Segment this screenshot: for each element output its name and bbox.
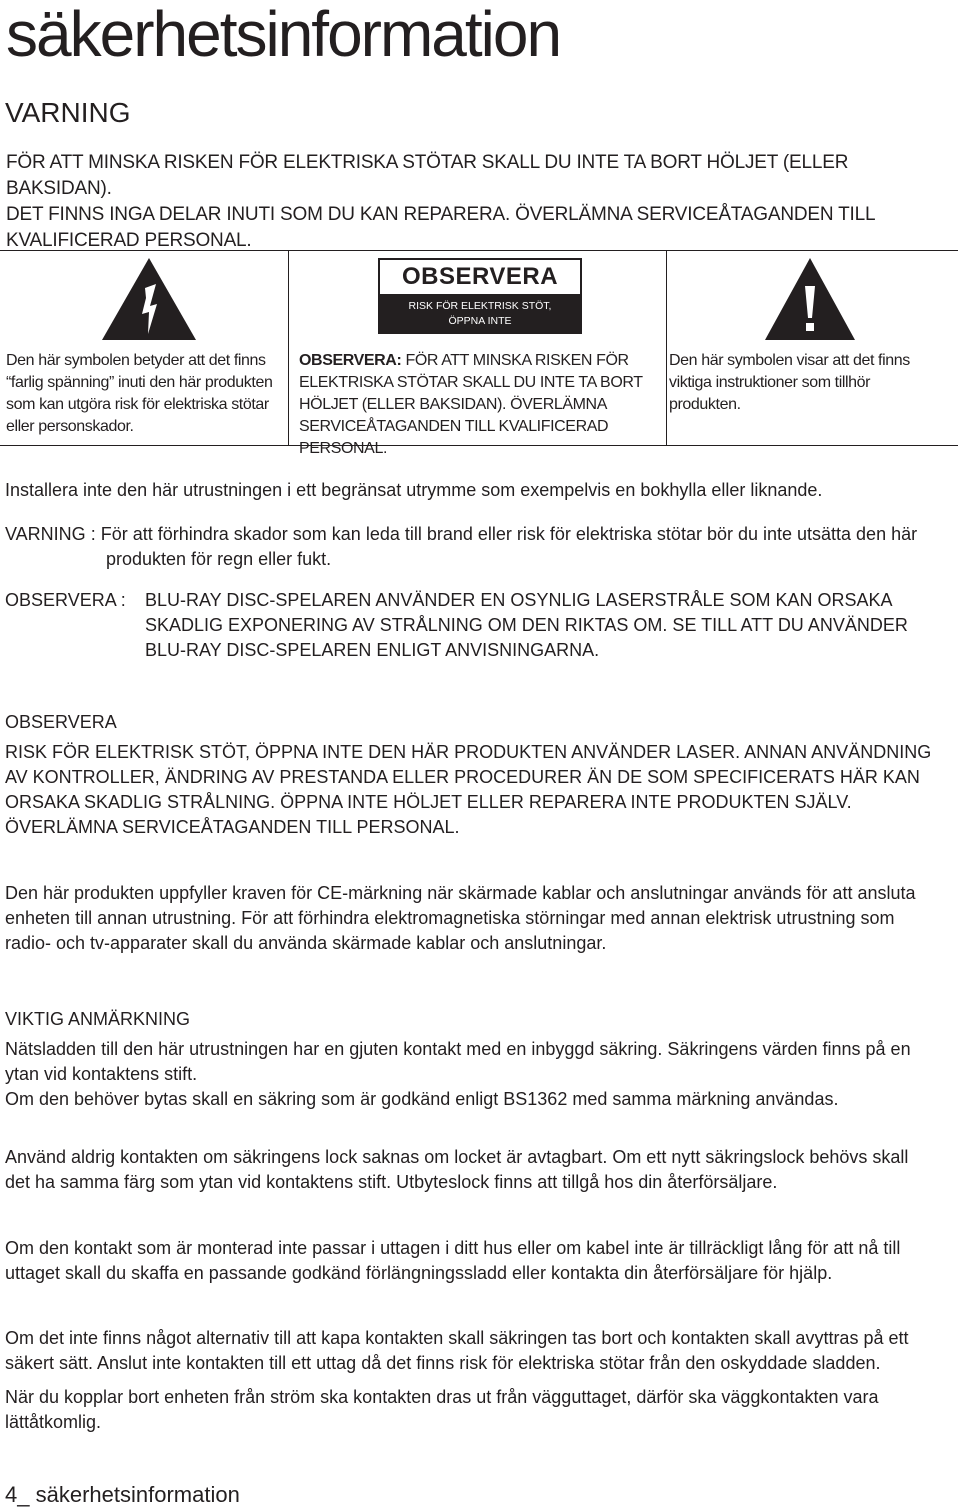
important-line: När du kopplar bort enheten från ström ska kontakten dras ut från vägguttaget, därför ska väggkontakten vara (5, 1387, 879, 1407)
caution-label-box (378, 258, 582, 334)
important-line: lättåtkomlig. (5, 1412, 102, 1432)
page-title: säkerhetsinformation (6, 0, 561, 70)
caution-box-title: OBSERVERA (401, 263, 559, 290)
exclamation-warning-icon (763, 256, 857, 342)
instructions-symbol-text (669, 350, 955, 416)
warning-rain-label: VARNING (5, 524, 86, 544)
voltage-text-line: “farlig spänning” inuti den här produkten (6, 374, 273, 391)
caution-box-line: RISK FÖR ELEKTRISK STÖT, (408, 300, 552, 312)
important-line: ytan vid kontaktens stift. (5, 1064, 198, 1084)
laser-caution-block (5, 588, 955, 663)
caution-laser-line: ORSAKA SKADLIG STRÅLNING. ÖPPNA INTE HÖLJET ELLER REPARERA INTE PRODUKTEN SJÄLV. (5, 792, 852, 812)
caution-box-line: ÖPPNA INTE (448, 315, 512, 327)
caution-laser-line: RISK FÖR ELEKTRISK STÖT, ÖPPNA INTE DEN HÄR PRODUKTEN ANVÄNDER LASER. ANNAN ANVÄNDNING (5, 742, 932, 762)
caution-text-line (299, 350, 665, 372)
warning-line: KVALIFICERAD PERSONAL. (6, 230, 252, 251)
instructions-text-line: produkten. (669, 396, 741, 413)
important-line: Om den kontakt som är monterad inte passar i uttagen i ditt hus eller om kabel inte är tillräckligt lång för att nå till (5, 1238, 901, 1258)
page-footer (5, 1481, 240, 1509)
laser-caution-text: BLU-RAY DISC-SPELAREN ANVÄNDER EN OSYNLIG LASERSTRÅLE SOM KAN ORSAKA (145, 590, 893, 610)
important-paragraph-1 (5, 1037, 955, 1112)
warning-rain-line (5, 522, 955, 547)
important-line: Om det inte finns något alternativ till att kapa kontakten skall säkringen tas bort och kontakten skall avyttras på ett (5, 1328, 909, 1348)
ce-text (5, 881, 955, 956)
caution-text-line: SERVICEÅTAGANDEN TILL KVALIFICERAD PERSONAL. (299, 418, 609, 457)
caution-symbol-text (299, 350, 665, 460)
voltage-symbol-text (6, 350, 286, 438)
warning-line: DET FINNS INGA DELAR INUTI SOM DU KAN REPARERA. ÖVERLÄMNA SERVICEÅTAGANDEN TILL (6, 204, 876, 225)
warning-rain-block (5, 522, 955, 572)
laser-caution-line: SKADLIG EXPONERING AV STRÅLNING OM DEN RIKTAS OM. SE TILL ATT DU ANVÄNDER (145, 615, 908, 635)
install-text: Installera inte den här utrustningen i ett begränsat utrymme som exempelvis en bokhylla eller liknande. (5, 480, 823, 500)
voltage-text-line: som kan utgöra risk för elektriska stötar (6, 396, 269, 413)
voltage-text-line: Den här symbolen betyder att det finns (6, 352, 266, 369)
important-line: Nätsladden till den här utrustningen har en gjuten kontakt med en inbyggd säkring. Säkringens värden finns på en (5, 1039, 911, 1059)
warning-text (6, 150, 946, 254)
important-line: Använd aldrig kontakten om säkringens lock saknas om locket är avtagbart. Om ett nytt säkringslock behövs skall (5, 1147, 909, 1167)
caution-text-line: ELEKTRISKA STÖTAR SKALL DU INTE TA BORT (299, 374, 643, 391)
warning-line: FÖR ATT MINSKA RISKEN FÖR ELEKTRISKA STÖTAR SKALL DU INTE TA BORT HÖLJET (ELLER BAKSIDAN). (6, 152, 849, 199)
important-line: säkert sätt. Anslut inte kontakten till ett uttag då det finns risk för elektriska stötar från den oskyddade sladden. (5, 1353, 881, 1373)
important-heading: VIKTIG ANMÄRKNING (5, 1009, 191, 1029)
page-number: 4_ (5, 1482, 30, 1507)
ce-text-line: enheten till annan utrustning. För att förhindra elektromagnetiska störningar med annan elektrisk utrustning som (5, 908, 895, 928)
instructions-text-line: Den här symbolen visar att det finns (669, 352, 910, 369)
important-line: det ha samma färg som ytan vid kontaktens stift. Utbyteslock finns att tillgå hos din återförsäljare. (5, 1172, 778, 1192)
important-paragraph-3 (5, 1236, 955, 1286)
caution-label: OBSERVERA: (299, 352, 402, 369)
caution-laser-line: AV KONTROLLER, ÄNDRING AV PRESTANDA ELLER PROCEDURER ÄN DE SOM SPECIFICERATS HÄR KAN (5, 767, 920, 787)
laser-caution-line (5, 588, 955, 613)
caution-laser-text (5, 740, 955, 840)
voltage-text-line: eller personskador. (6, 418, 134, 435)
warning-heading: VARNING (5, 97, 131, 128)
warning-rain-text: För att förhindra skador som kan leda till brand eller risk för elektriska stötar bör du inte utsätta den här (100, 524, 918, 544)
ce-text-line: radio- och tv-apparater skall du använda skärmade kablar och anslutningar. (5, 933, 607, 953)
caution-box-band (380, 294, 580, 332)
important-paragraph-5 (5, 1385, 955, 1435)
important-paragraph-4 (5, 1326, 955, 1376)
instructions-text-line: viktiga instruktioner som tillhör (669, 374, 871, 391)
laser-caution-line: BLU-RAY DISC-SPELAREN ENLIGT ANVISNINGARNA. (145, 640, 600, 660)
caution-text-line: HÖLJET (ELLER BAKSIDAN). ÖVERLÄMNA (299, 396, 607, 413)
caution-laser-line: ÖVERLÄMNA SERVICEÅTAGANDEN TILL PERSONAL. (5, 817, 460, 837)
important-line: uttaget skall du skaffa en passande godkänd förlängningssladd eller kontakta din återförsäljare för hjälp. (5, 1263, 833, 1283)
warning-rain-sep: : (85, 524, 101, 544)
footer-section-label: säkerhetsinformation (35, 1482, 240, 1507)
caution-heading: OBSERVERA (5, 712, 117, 732)
laser-caution-label: OBSERVERA : (5, 590, 126, 610)
lightning-warning-icon (100, 256, 198, 342)
important-paragraph-2 (5, 1145, 955, 1195)
caution-text-span: FÖR ATT MINSKA RISKEN FÖR (401, 352, 629, 369)
important-line: Om den behöver bytas skall en säkring som är godkänd enligt BS1362 med samma märkning användas. (5, 1089, 839, 1109)
warning-rain-line: produkten för regn eller fukt. (106, 549, 332, 569)
ce-text-line: Den här produkten uppfyller kraven för CE-märkning när skärmade kablar och anslutningar används för att ansluta (5, 883, 916, 903)
